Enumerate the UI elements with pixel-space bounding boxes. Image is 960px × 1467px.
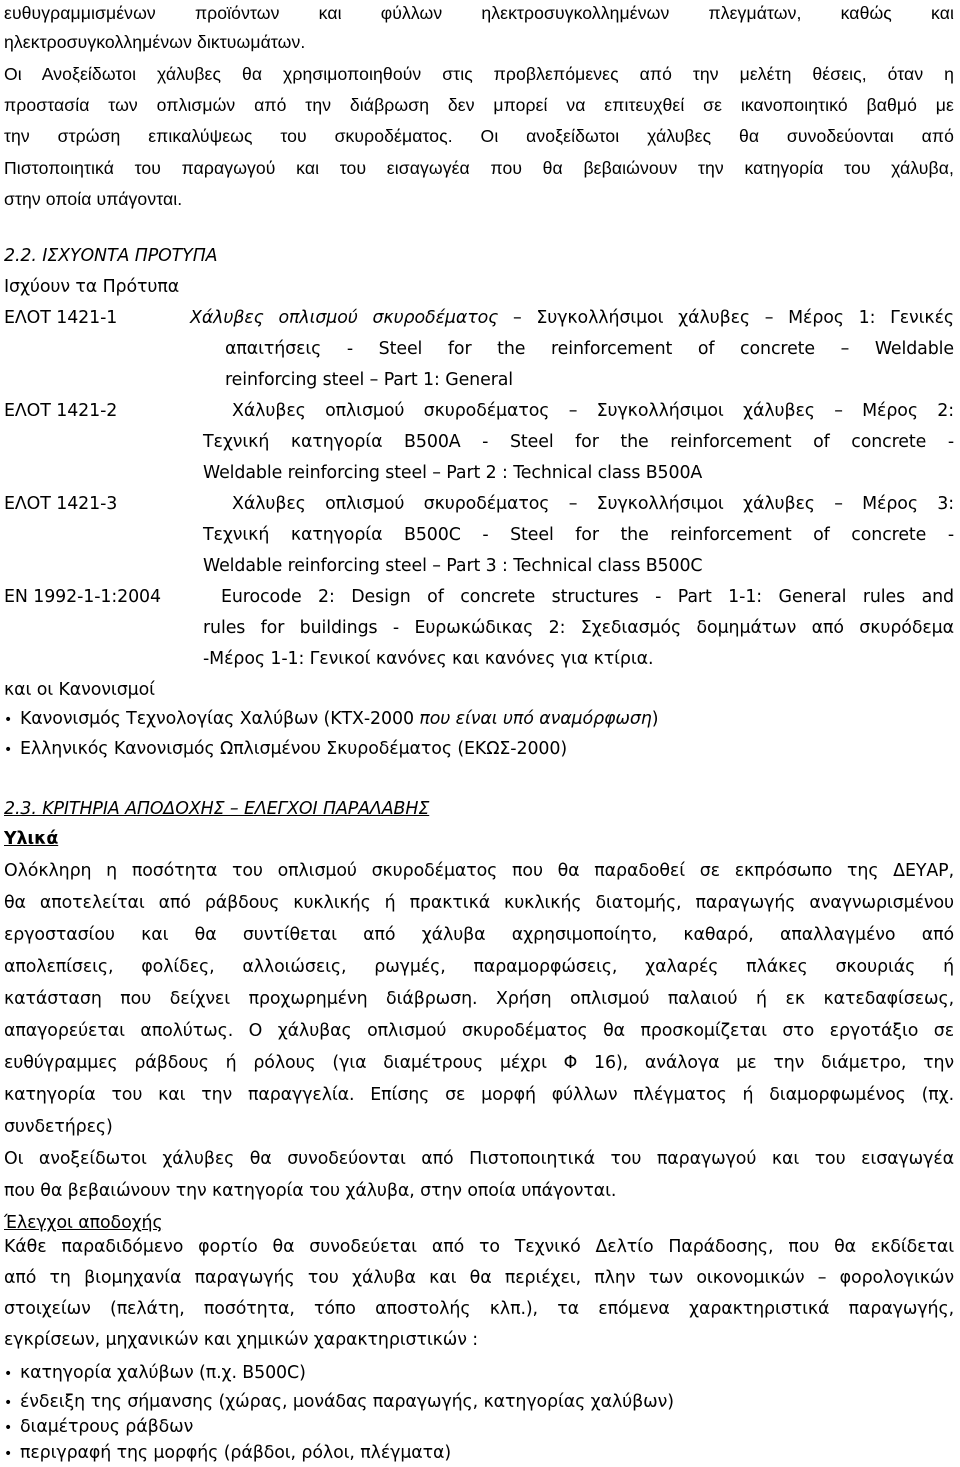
checks-heading: Έλεγχοι αποδοχής <box>4 1213 163 1233</box>
intro-line-4: προστασία των οπλισμών από την διάβρωση δεν μπορεί να επιτευχθεί σε ικανοποιητικό βαθμό με <box>4 95 954 115</box>
standard-description-line: Τεχνική κατηγορία B500C - Steel for the reinforcement of concrete - <box>203 525 954 545</box>
regulation-close: ) <box>651 709 659 729</box>
characteristics-list-item <box>4 1360 306 1386</box>
paragraph-line: απολεπίσεις, φολίδες, αλλοιώσεις, ρωγμές, παραμορφώσεις, χαλαρές πλάκες σκουριάς ή <box>4 957 954 977</box>
standard-description-line: rules for buildings - Ευρωκώδικας 2: Σχεδιασμός δομημάτων από σκυρόδεμα <box>203 618 954 638</box>
section-2-2-title: 2.2. ΙΣΧΥΟΝΤΑ ΠΡΟΤΥΠΑ <box>4 246 218 266</box>
characteristics-list-item <box>4 1440 451 1466</box>
paragraph-line: θα αποτελείται από ράβδους κυκλικής ή πρακτικά κυκλικής διατομής, παραγωγής αναγνωρισμένου <box>4 893 954 913</box>
standard-title-rest: – Συγκολλήσιμοι χάλυβες – Μέρος 1: Γενικές <box>498 308 954 328</box>
bullet-icon <box>4 706 14 716</box>
characteristics-list-item <box>4 1414 193 1440</box>
standard-description-line: Weldable reinforcing steel – Part 3 : Technical class B500C <box>203 556 703 576</box>
intro-line-6: Πιστοποιητικά του παραγωγού και του εισαγωγέα που θα βεβαιώνουν την κατηγορία του χάλυβα, <box>4 158 954 178</box>
paragraph-line: που θα βεβαιώνουν την κατηγορία του χάλυβα, στην οποία υπάγονται. <box>4 1181 617 1201</box>
regulation-list-item <box>4 736 567 762</box>
paragraph-line: από τη βιομηχανία παραγωγής του χάλυβα και θα περιέχει, πλην των οικονομικών – φορολογικών <box>4 1268 954 1288</box>
standard-code: ΕΛΟΤ 1421-3 <box>4 494 118 514</box>
paragraph-line: απαγορεύεται απολύτως. Ο χάλυβας οπλισμού σκυροδέματος θα προσκομίζεται στο εργοτάξιο σε <box>4 1021 954 1041</box>
bullet-icon <box>4 1414 14 1424</box>
characteristic-text: κατηγορία χαλύβων (π.χ. B500C) <box>20 1363 306 1383</box>
paragraph-line: στοιχείων (πελάτη, ποσότητα, τόπο αποστολής κλπ.), τα επόμενα χαρακτηριστικά παραγωγής, <box>4 1299 954 1319</box>
section-2-3-title: 2.3. ΚΡΙΤΗΡΙΑ ΑΠΟΔΟΧΗΣ – ΕΛΕΓΧΟΙ ΠΑΡΑΛΑΒΗΣ <box>4 799 430 819</box>
characteristics-list-item <box>4 1389 674 1415</box>
regulation-text: Ελληνικός Κανονισμός Ωπλισμένου Σκυροδέματος (ΕΚΩΣ-2000) <box>20 739 568 759</box>
characteristic-text: περιγραφή της μορφής (ράβδοι, ρόλοι, πλέγματα) <box>20 1443 452 1463</box>
regulation-text: Κανονισμός Τεχνολογίας Χαλύβων (ΚΤΧ-2000 <box>20 709 420 729</box>
standards-intro: Ισχύουν τα Πρότυπα <box>4 277 180 297</box>
materials-heading: Υλικά <box>4 829 59 849</box>
bullet-icon <box>4 1389 14 1399</box>
standard-title-italic: Χάλυβες οπλισμού σκυροδέματος <box>190 308 499 328</box>
paragraph-line: συνδετήρες) <box>4 1117 113 1137</box>
standard-code: ΕΛΟΤ 1421-1 <box>4 308 118 328</box>
intro-line-2: ηλεκτροσυγκολλημένων δικτυωμάτων. <box>4 32 306 52</box>
paragraph-line: κατάσταση που δείχνει προχωρημένη διάβρωση. Χρήση οπλισμού παλαιού ή εκ κατεδαφίσεως, <box>4 989 954 1009</box>
bullet-icon <box>4 1440 14 1450</box>
paragraph-line: εγκρίσεων, μηχανικών και χημικών χαρακτηριστικών : <box>4 1330 479 1350</box>
paragraph-line: κατηγορία του και την παραγγελία. Επίσης σε μορφή φύλλων πλέγματος ή διαμορφωμένος (πχ. <box>4 1085 954 1105</box>
regulation-list-item <box>4 706 658 732</box>
intro-line-7: στην οποία υπάγονται. <box>4 189 183 209</box>
regulation-note: που είναι υπό αναμόρφωση <box>419 709 652 729</box>
standard-description-line: απαιτήσεις - Steel for the reinforcement of concrete – Weldable <box>225 339 954 359</box>
standard-description-line: Χάλυβες οπλισμού σκυροδέματος – Συγκολλήσιμοι χάλυβες – Μέρος 2: <box>232 401 954 421</box>
intro-line-1: ευθυγραμμισμένων προϊόντων και φύλλων ηλεκτροσυγκολλημένων πλεγμάτων, καθώς και <box>4 3 954 23</box>
standard-description-line: Weldable reinforcing steel – Part 2 : Technical class B500A <box>203 463 703 483</box>
standard-description-line <box>190 305 954 331</box>
standard-description-line: reinforcing steel – Part 1: General <box>225 370 514 390</box>
standard-description-line: Eurocode 2: Design of concrete structures - Part 1-1: General rules and <box>221 587 954 607</box>
characteristic-text: ένδειξη της σήμανσης (χώρας, μονάδας παραγωγής, κατηγορίας χαλύβων) <box>20 1392 674 1412</box>
standard-description-line: Τεχνική κατηγορία B500A - Steel for the reinforcement of concrete - <box>203 432 954 452</box>
standard-code: ΕΛΟΤ 1421-2 <box>4 401 118 421</box>
standard-description-line: -Μέρος 1-1: Γενικοί κανόνες και κανόνες για κτίρια. <box>203 649 654 669</box>
paragraph-line: Ολόκληρη η ποσότητα του οπλισμού σκυροδέματος που θα παραδοθεί σε εκπρόσωπο της ΔΕΥΑΡ, <box>4 861 954 881</box>
bullet-icon <box>4 736 14 746</box>
standard-description-line: Χάλυβες οπλισμού σκυροδέματος – Συγκολλήσιμοι χάλυβες – Μέρος 3: <box>232 494 954 514</box>
paragraph-line: Κάθε παραδιδόμενο φορτίο θα συνοδεύεται από το Τεχνικό Δελτίο Παράδοσης, που θα εκδίδεται <box>4 1237 954 1257</box>
paragraph-line: ευθύγραμμες ράβδους ή ρόλους (για διαμέτρους μέχρι Φ 16), ανάλογα με την διάμετρο, την <box>4 1053 954 1073</box>
paragraph-line: Οι ανοξείδωτοι χάλυβες θα συνοδεύονται από Πιστοποιητικά του παραγωγού και του εισαγωγέα <box>4 1149 954 1169</box>
paragraph-line: εργοστασίου και θα συντίθεται από χάλυβα αχρησιμοποίητο, καθαρό, απαλλαγμένο από <box>4 925 954 945</box>
characteristic-text: διαμέτρους ράβδων <box>20 1417 194 1437</box>
bullet-icon <box>4 1360 14 1370</box>
intro-line-5: την στρώση επικαλύψεως του σκυροδέματος. Οι ανοξείδωτοι χάλυβες θα συνοδεύονται από <box>4 126 954 146</box>
regulations-intro: και οι Κανονισμοί <box>4 680 155 700</box>
intro-line-3: Οι Ανοξείδωτοι χάλυβες θα χρησιμοποιηθούν στις προβλεπόμενες από την μελέτη θέσεις, όταν η <box>4 64 954 84</box>
standard-code: EN 1992-1-1:2004 <box>4 587 161 607</box>
